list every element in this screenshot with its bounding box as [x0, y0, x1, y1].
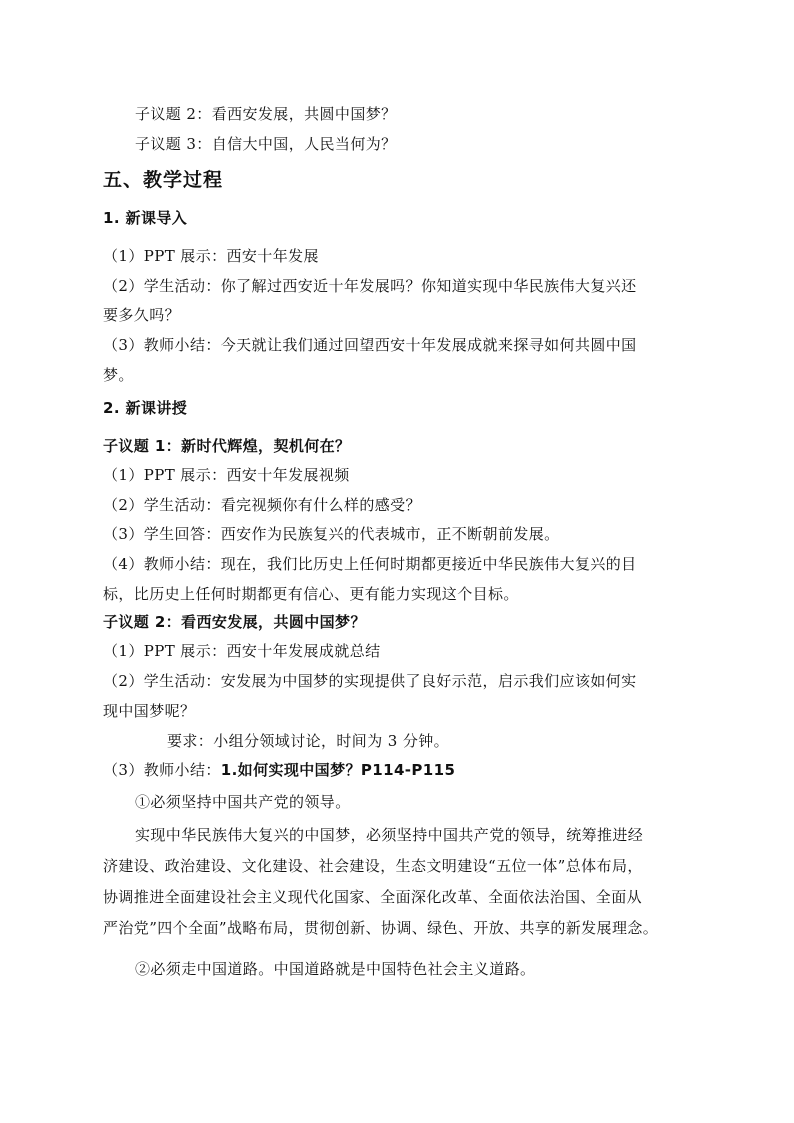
- topic2-line-2a: （2）学生活动：安发展为中国梦的实现提供了良好示范，启示我们应该如何实: [103, 672, 637, 690]
- point-1: ①必须坚持中国共产党的领导。: [135, 793, 351, 811]
- point-3: ②必须走中国道路。中国道路就是中国特色社会主义道路。: [135, 960, 536, 978]
- part1-heading: 1. 新课导入: [103, 209, 188, 227]
- point-2-line-b: 济建设、政治建设、文化建设、社会建设，生态文明建设“五位一体”总体布局，: [103, 857, 643, 875]
- topic2-line-3: [103, 759, 698, 781]
- topic2-line-3-bold: 1.如何实现中国梦？P114-P115: [220, 761, 456, 779]
- point-2-line-a: 实现中华民族伟大复兴的中国梦，必须坚持中国共产党的领导，统筹推进经: [135, 826, 644, 844]
- topic2-title: 子议题 2：看西安发展，共圆中国梦？: [103, 613, 366, 631]
- topic2-requirement: 要求：小组分领域讨论，时间为 3 分钟。: [167, 732, 450, 750]
- part1-line-2a: （2）学生活动：你了解过西安近十年发展吗？你知道实现中华民族伟大复兴还: [103, 277, 637, 295]
- topic2-line-2b: 现中国梦呢？: [103, 702, 196, 720]
- point-2-line-c: 协调推进全面建设社会主义现代化国家、全面深化改革、全面依法治国、全面从: [103, 888, 643, 906]
- topic1-line-3: （3）学生回答：西安作为民族复兴的代表城市，正不断朝前发展。: [103, 525, 560, 543]
- section-heading: 五、教学过程: [103, 169, 224, 191]
- part1-line-2b: 要多久吗？: [103, 306, 181, 324]
- topic1-line-2: （2）学生活动：看完视频你有什么样的感受？: [103, 496, 421, 514]
- part1-line-1: （1）PPT 展示：西安十年发展: [103, 247, 319, 265]
- topic2-line-3-prefix: （3）教师小结：: [103, 761, 221, 779]
- topic1-line-1: （1）PPT 展示：西安十年发展视频: [103, 466, 350, 484]
- topic1-line-4b: 标，比历史上任何时期都更有信心、更有能力实现这个目标。: [103, 585, 519, 603]
- topic1-title: 子议题 1：新时代辉煌，契机何在？: [103, 437, 351, 455]
- part1-line-3a: （3）教师小结：今天就让我们通过回望西安十年发展成就来探寻如何共圆中国: [103, 336, 637, 354]
- part2-heading: 2. 新课讲授: [103, 399, 188, 417]
- point-2-line-d: 严治党”四个全面”战略布局，贯彻创新、协调、绿色、开放、共享的新发展理念。: [103, 919, 659, 937]
- sub-topic-3-line: 子议题 3：自信大中国，人民当何为？: [135, 135, 397, 153]
- part1-line-3b: 梦。: [103, 366, 134, 384]
- topic1-line-4a: （4）教师小结：现在，我们比历史上任何时期都更接近中华民族伟大复兴的目: [103, 555, 637, 573]
- topic2-line-1: （1）PPT 展示：西安十年发展成就总结: [103, 642, 381, 660]
- sub-topic-2-line: 子议题 2：看西安发展，共圆中国梦？: [135, 105, 397, 123]
